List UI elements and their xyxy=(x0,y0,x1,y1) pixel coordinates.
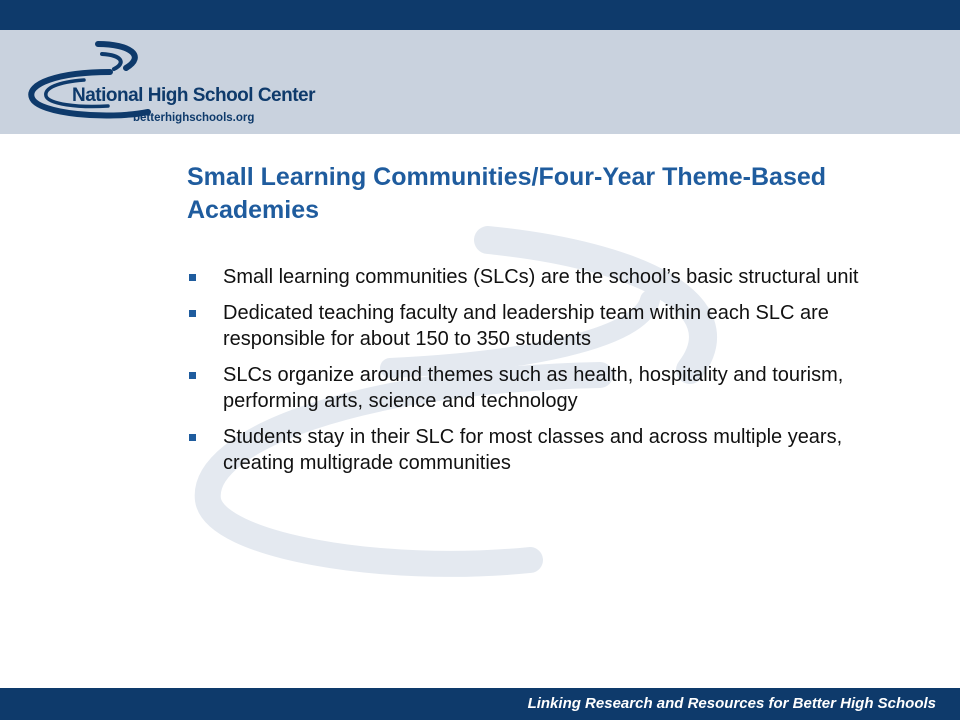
bullet-item xyxy=(187,424,887,477)
square-bullet-icon xyxy=(189,274,196,281)
square-bullet-icon xyxy=(189,434,196,441)
slide-title: Small Learning Communities/Four-Year Theme-Based Academies xyxy=(187,163,827,224)
bullet-text: Dedicated teaching faculty and leadership team within each SLC are responsible for about 150 to 350 students xyxy=(223,301,829,350)
bullet-text: Students stay in their SLC for most classes and across multiple years, creating multigrade communities xyxy=(223,425,843,474)
bullet-item xyxy=(187,264,887,291)
footer-tagline: Linking Research and Resources for Better High Schools xyxy=(527,695,936,712)
bullet-item xyxy=(187,362,887,415)
footer-bar xyxy=(0,688,960,720)
logo-name: National High School Center xyxy=(72,85,316,106)
square-bullet-icon xyxy=(189,310,196,317)
bullet-text: SLCs organize around themes such as health, hospitality and tourism, performing arts, science and technology xyxy=(223,363,844,412)
bullet-item xyxy=(187,300,887,353)
logo-url: betterhighschools.org xyxy=(133,112,255,124)
square-bullet-icon xyxy=(189,372,196,379)
bullet-list xyxy=(187,264,887,486)
bullet-text: Small learning communities (SLCs) are the school’s basic structural unit xyxy=(223,266,859,288)
